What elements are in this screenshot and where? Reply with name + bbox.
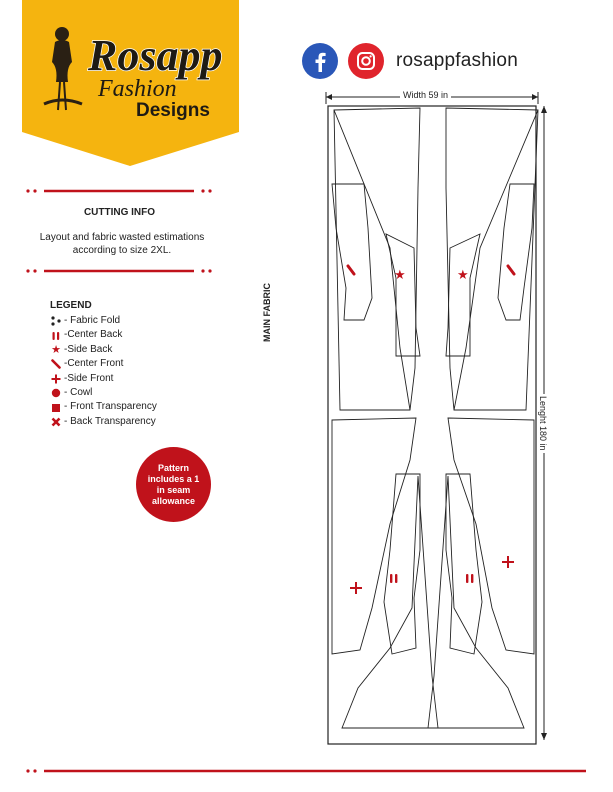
instagram-icon[interactable] xyxy=(348,43,384,79)
cutting-layout xyxy=(320,88,560,752)
cowl-icon xyxy=(50,388,62,398)
legend-label: - Fabric Fold xyxy=(64,315,121,326)
legend-label: - Cowl xyxy=(64,386,93,398)
legend-label: -Side Back xyxy=(64,343,113,355)
legend-item xyxy=(50,328,157,342)
fabric-label: MAIN FABRIC xyxy=(262,283,272,342)
brand-name-line3: Designs xyxy=(136,100,210,121)
pattern-piece-side-back-right xyxy=(446,108,538,410)
legend-label: - Front Transparency xyxy=(64,401,157,413)
back-transparency-icon xyxy=(50,417,62,427)
social-bar xyxy=(302,41,518,81)
legend-label: -Center Back xyxy=(64,329,123,341)
seam-allowance-badge xyxy=(136,447,211,522)
social-handle[interactable]: rosappfashion xyxy=(396,50,518,71)
pattern-piece-skirt-right xyxy=(428,476,524,728)
fabric-fold-icon xyxy=(50,316,62,326)
center-back-icon xyxy=(50,331,62,341)
pattern-piece-side-front-right xyxy=(448,418,534,654)
marker-side-back-icon xyxy=(394,268,406,283)
cutting-info-description: Layout and fabric wasted estimations according to size 2XL. xyxy=(39,232,205,256)
width-label: Width 59 in xyxy=(400,90,451,100)
legend-item xyxy=(50,357,157,371)
legend-item xyxy=(50,400,157,414)
front-transparency-icon xyxy=(50,403,62,413)
marker-side-front-icon xyxy=(350,582,362,594)
marker-side-back-icon xyxy=(457,268,469,283)
marker-side-front-icon xyxy=(502,556,514,568)
pattern-piece-center-back-left xyxy=(386,234,420,356)
svg-text:★: ★ xyxy=(394,268,406,283)
legend-item xyxy=(50,415,157,429)
legend-list xyxy=(50,314,157,429)
marker-center-front-icon xyxy=(348,266,354,274)
facebook-icon[interactable] xyxy=(302,43,338,79)
fabric-outline xyxy=(328,106,536,744)
marker-center-front-icon xyxy=(508,266,514,274)
section-divider xyxy=(24,266,214,276)
pattern-piece-skirt-left xyxy=(342,476,438,728)
brand-name-line1: Rosapp xyxy=(88,31,223,80)
legend-label: - Back Transparency xyxy=(64,415,156,427)
pattern-piece-side-front-left xyxy=(332,418,416,654)
legend-label: -Center Front xyxy=(64,358,124,370)
legend-title: LEGEND xyxy=(50,300,92,311)
length-label: Lenght 180 in xyxy=(538,396,548,451)
pattern-piece-side-back-left xyxy=(334,108,420,410)
legend-label: -Side Front xyxy=(64,372,114,384)
brand-name-line2: Fashion xyxy=(98,76,177,102)
svg-text:★: ★ xyxy=(457,268,469,283)
marker-center-back-icon xyxy=(390,574,397,583)
side-front-icon xyxy=(50,374,62,384)
logo-banner xyxy=(22,0,239,166)
seam-allowance-text: Pattern includes a 1 in seam allowance xyxy=(147,462,200,506)
section-divider xyxy=(24,186,214,196)
center-front-icon xyxy=(50,359,62,369)
legend-item xyxy=(50,314,157,328)
pattern-piece-center-front-right xyxy=(498,184,534,320)
pattern-piece-center-back-right xyxy=(446,234,480,356)
footer-divider xyxy=(24,766,590,776)
cutting-info-title: CUTTING INFO xyxy=(83,207,156,218)
legend-item xyxy=(50,343,157,357)
legend-item xyxy=(50,372,157,386)
marker-center-back-icon xyxy=(466,574,473,583)
legend-item xyxy=(50,386,157,400)
side-back-icon: ★ xyxy=(51,343,61,356)
